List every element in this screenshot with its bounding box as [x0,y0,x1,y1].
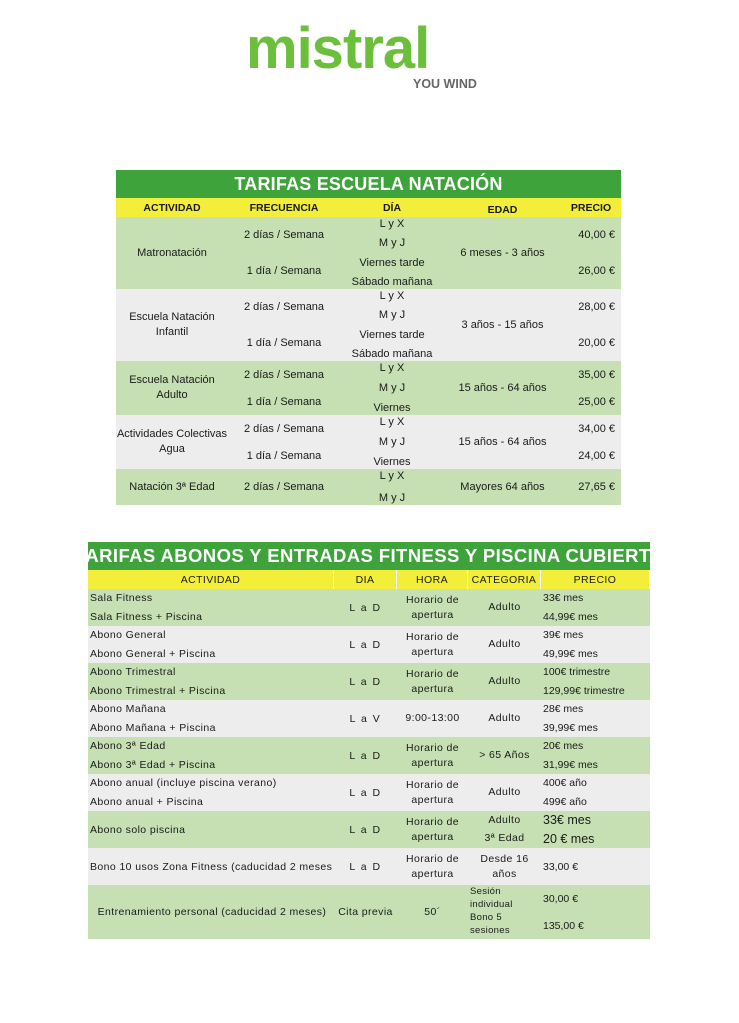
precio-cell [561,361,621,415]
precio-cell [541,700,650,737]
frecuencia: 1 día / Semana [246,265,322,277]
categoria-cell [468,811,541,848]
table-row [88,848,650,885]
dia: Viernes [373,456,411,468]
actividad: Abono anual (incluye piscina verano) [90,777,277,790]
actividad-cell: Natación 3ª Edad [129,480,215,493]
dia-cell: L a V [349,712,382,725]
hora-cell: Horario de apertura [405,778,460,806]
actividad-cell: Matronatación [137,246,207,259]
actividad-cell: Escuela Natación Infantil [129,311,215,338]
categoria-cell: > 65 Años [479,749,530,761]
actividad: Abono anual + Piscina [90,795,204,808]
header-actividad: ACTIVIDAD [88,570,334,589]
header-dia: DIA [334,570,397,589]
dia: M y J [378,382,406,394]
dia-cell: L a D [349,675,382,688]
actividad: Abono solo piscina [90,823,186,836]
precio: 40,00 € [578,229,615,241]
dia-cell: L a D [349,860,382,873]
actividad-cell [88,589,334,626]
hora-cell: Horario de apertura [405,741,460,769]
precio: 100€ trimestre [543,666,611,679]
frecuencia-cell [228,361,340,415]
logo-tagline: YOU WIND [413,77,477,91]
edad-cell: 6 meses - 3 años [460,247,545,259]
actividad-cell [88,700,334,737]
dia: L y X [379,290,405,302]
logo-brand: mistral [246,22,430,81]
categoria-cell: Adulto [488,786,521,798]
actividad-cell [88,811,334,848]
actividad: Abono 3ª Edad + Piscina [90,758,216,771]
dia: L y X [379,362,405,374]
precio: 499€ año [543,795,587,808]
fitness-pool-rates-table [75,542,663,939]
categoria-cell: Desde 16 años [480,852,529,880]
dia-cell: Cita previa [338,906,393,918]
precio-cell [541,885,650,939]
dia: Sábado mañana [351,275,433,288]
precio: 34,00 € [578,422,615,435]
dia-cell: L a D [349,749,382,762]
precio: 25,00 € [578,395,615,408]
precio: 20€ mes [543,740,584,753]
dia: M y J [378,309,406,322]
precio: 20 € mes [543,831,595,846]
actividad-cell: Actividades Colectivas Agua [116,428,228,455]
frecuencia: 1 día / Semana [246,395,322,408]
table-row [116,361,621,415]
dia: Sábado mañana [351,347,433,360]
dia: L y X [379,416,405,428]
table-header [88,570,650,589]
precio: 129,99€ trimestre [543,684,625,697]
actividad-cell [88,885,334,939]
precio: 35,00 € [578,368,615,381]
frecuencia: 1 día / Semana [246,337,322,349]
precio: 27,65 € [578,481,615,493]
frecuencia: 2 días / Semana [243,301,325,313]
dia: Viernes tarde [359,328,425,341]
categoria: Sesión individual [470,886,513,910]
dia: Viernes [373,402,411,414]
actividad: Bono 10 usos Zona Fitness (caducidad 2 meses [90,860,333,873]
table-row [88,885,650,939]
dia-cell: L a D [349,601,382,614]
swim-school-rates-table [116,170,621,505]
frecuencia-cell [228,469,340,505]
precio: 49,99€ mes [543,647,598,660]
frecuencia-cell [228,217,340,289]
categoria-cell: Adulto [488,601,521,613]
precio-cell [541,774,650,811]
dia: M y J [378,492,406,504]
table-header [116,198,621,217]
table-row [116,469,621,505]
header-edad: EDAD [487,203,518,216]
precio-cell [561,217,621,289]
hora-cell: 50´ [424,905,441,918]
categoria-cell: Adulto [488,712,521,724]
table-row [116,217,621,289]
actividad: Sala Fitness [90,592,153,605]
frecuencia: 2 días / Semana [243,481,325,493]
actividad: Entrenamiento personal (caducidad 2 meses) [97,906,327,918]
header-precio: PRECIO [541,570,650,589]
precio: 135,00 € [543,919,584,932]
categoria: Adulto [488,813,521,826]
precio: 33€ mes [543,592,584,605]
precio: 28,00 € [578,301,615,313]
precio-cell [541,848,650,885]
edad-cell: 15 años - 64 años [458,436,547,448]
precio: 400€ año [543,777,587,790]
table-row [88,774,650,811]
actividad-cell [88,663,334,700]
table-row [88,663,650,700]
dia-cell [340,415,444,469]
table-title: TARIFAS ESCUELA NATACIÓN [116,170,621,198]
dia-cell: L a D [349,786,382,799]
table-row [88,700,650,737]
dia: L y X [379,218,405,230]
table-row [116,289,621,361]
actividad-cell: Escuela Natación Adulto [129,374,215,401]
actividad: Abono 3ª Edad [90,740,166,753]
precio: 39,99€ mes [543,721,598,734]
precio-cell [561,415,621,469]
dia-cell [340,289,444,361]
hora-cell: Horario de apertura [405,852,460,880]
precio-cell [561,469,621,505]
categoria-cell [468,885,541,939]
precio-cell [541,737,650,774]
precio: 31,99€ mes [543,758,598,771]
dia-cell: L a D [349,823,382,836]
hora-cell: 9:00-13:00 [405,712,460,724]
dia-cell [340,217,444,289]
hora-cell: Horario de apertura [405,593,460,621]
precio-cell [541,811,650,848]
actividad: Abono Trimestral [90,666,176,679]
dia-cell [340,469,444,505]
precio: 26,00 € [578,265,615,277]
categoria-cell: Adulto [488,638,521,650]
precio-cell [561,289,621,361]
precio: 44,99€ mes [543,610,598,623]
edad-cell: 15 años - 64 años [458,382,547,394]
dia: M y J [378,237,406,250]
header-categoria: CATEGORIA [468,570,541,589]
table-row [116,415,621,469]
actividad-cell [88,626,334,663]
precio: 39€ mes [543,629,584,642]
categoria-cell: Adulto [488,675,521,687]
precio-cell [541,589,650,626]
precio: 28€ mes [543,703,584,716]
frecuencia-cell [228,415,340,469]
precio-cell [541,663,650,700]
frecuencia: 1 día / Semana [246,449,322,462]
frecuencia: 2 días / Semana [243,368,325,381]
frecuencia: 2 días / Semana [243,229,325,241]
precio: 33€ mes [543,813,591,828]
precio: 24,00 € [578,449,615,462]
actividad: Sala Fitness + Piscina [90,610,203,623]
actividad: Abono Mañana [90,703,167,716]
edad-cell: 3 años - 15 años [461,319,544,331]
header-precio: PRECIO [570,201,612,214]
table-row [88,589,650,626]
hora-cell: Horario de apertura [405,667,460,695]
hora-cell: Horario de apertura [405,815,460,843]
frecuencia-cell [228,289,340,361]
actividad: Abono Mañana + Piscina [90,721,216,734]
actividad-cell [88,737,334,774]
precio: 33,00 € [543,860,579,873]
precio: 20,00 € [578,337,615,349]
actividad-cell [88,774,334,811]
dia: M y J [378,436,406,448]
categoria: Bono 5 sesiones [470,912,510,936]
mistral-logo [246,22,486,92]
actividad: Abono General [90,629,166,642]
table-row [88,626,650,663]
edad-cell: Mayores 64 años [460,481,545,493]
header-hora: HORA [397,570,468,589]
header-dia: DÍA [382,201,402,214]
categoria: 3ª Edad [484,832,525,845]
actividad: Abono Trimestral + Piscina [90,684,226,697]
table-title: TARIFAS ABONOS Y ENTRADAS FITNESS Y PISCINA CUBIERTA [88,542,650,570]
dia: Viernes tarde [359,256,425,269]
dia-cell: L a D [349,638,382,651]
actividad: Abono General + Piscina [90,647,216,660]
hora-cell: Horario de apertura [405,630,460,658]
header-actividad: ACTIVIDAD [143,201,201,214]
dia: L y X [379,470,405,482]
frecuencia: 2 días / Semana [243,422,325,435]
header-frecuencia: FRECUENCIA [249,201,319,214]
precio: 30,00 € [543,892,579,905]
table-row [88,737,650,774]
table-row [88,811,650,848]
actividad-cell [88,848,334,885]
dia-cell [340,361,444,415]
precio-cell [541,626,650,663]
